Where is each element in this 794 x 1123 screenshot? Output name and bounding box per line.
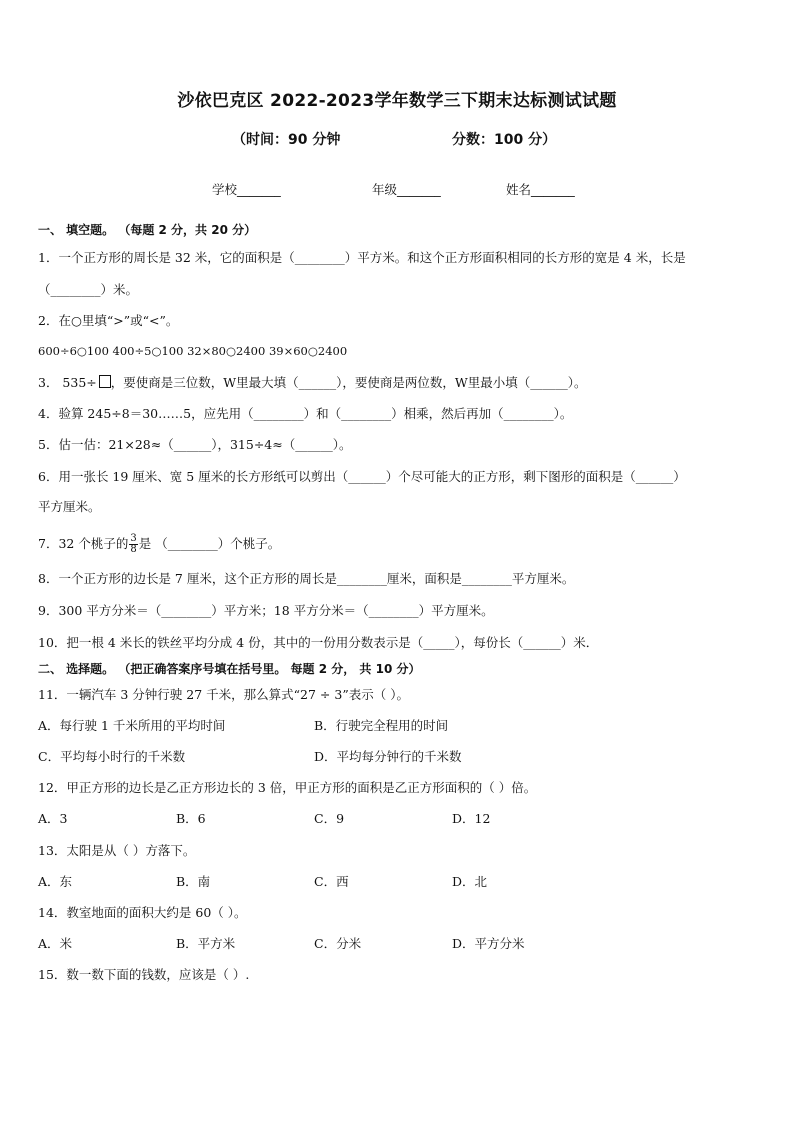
fraction-numerator: 3 [130,533,137,544]
exam-score: 分数：100 分） [452,132,557,148]
question-13-option-b[interactable]: B．南 [176,874,211,889]
exam-title: 沙依巴克区 2022-2023学年数学三下期末达标测试试题 [177,91,617,111]
question-12-option-b[interactable]: B．6 [176,811,206,826]
question-13-option-a[interactable]: A．东 [38,874,73,889]
question-14-option-d[interactable]: D．平方分米 [452,936,525,951]
question-5: 5．估一估：21×28≈（______），315÷4≈（______）。 [38,437,352,452]
question-3 [38,375,586,391]
question-12-option-c[interactable]: C．9 [314,811,345,826]
question-9: 9．300 平方分米＝（________）平方米；18 平方分米＝（________）平方厘米。 [38,603,494,618]
fraction [129,534,137,555]
question-7 [38,534,280,555]
question-15: 15．数一数下面的钱数，应该是（ ）. [38,967,250,982]
question-7-post: 是 （________）个桃子。 [138,536,281,551]
question-13-option-c[interactable]: C．西 [314,874,349,889]
fraction-denominator: 8 [130,544,137,555]
name-field[interactable]: 姓名_______ [506,182,575,197]
question-12-option-a[interactable]: A．3 [38,811,68,826]
question-11-option-b[interactable]: B．行驶完全程用的时间 [314,718,449,733]
exam-time: （时间：90 分钟 [232,132,341,148]
question-10: 10．把一根 4 米长的铁丝平均分成 4 份，其中的一份用分数表示是（_____），每份长（______）米． [38,635,599,650]
question-3-pre: 3． 535÷ [38,375,97,390]
question-1-line-2: （________）米。 [38,282,139,297]
question-14: 14．教室地面的面积大约是 60（ ）。 [38,905,247,920]
question-6-line-1: 6．用一张长 19 厘米、宽 5 厘米的长方形纸可以剪出（______）个尽可能大的正方形，剩下图形的面积是（______） [38,469,686,484]
question-11-option-c[interactable]: C．平均每小时行的千米数 [38,749,186,764]
school-field[interactable]: 学校_______ [212,182,281,197]
question-2-line-1: 2．在○里填“>”或“<”。 [38,313,179,328]
question-14-option-b[interactable]: B．平方米 [176,936,236,951]
question-8: 8．一个正方形的边长是 7 厘米，这个正方形的周长是________厘米，面积是________平方厘米。 [38,571,575,586]
question-7-pre: 7．32 个桃子的 [38,536,129,551]
question-13-option-d[interactable]: D．北 [452,874,488,889]
question-2-line-2: 600÷6○100 400÷5○100 32×80○2400 39×60○2400 [38,344,348,358]
grade-field[interactable]: 年级_______ [372,182,441,197]
question-14-option-c[interactable]: C．分米 [314,936,362,951]
question-4: 4．验算 245÷8＝30……5，应先用（________）和（________）相乘，然后再加（________）。 [38,406,573,421]
section-2-heading: 二、 选择题。 （把正确答案序号填在括号里。 每题 2 分， 共 10 分） [38,662,421,676]
question-6-line-2: 平方厘米。 [38,499,101,514]
question-12-option-d[interactable]: D．12 [452,811,491,826]
section-1-heading: 一、 填空题。 （每题 2 分，共 20 分） [38,223,257,237]
question-12: 12．甲正方形的边长是乙正方形边长的 3 倍，甲正方形的面积是乙正方形面积的（ ）倍。 [38,780,537,795]
question-3-post: ，要使商是三位数，W里最大填（______），要使商是两位数，W里最小填（______）。 [110,375,587,390]
question-11-option-d[interactable]: D．平均每分钟行的千米数 [314,749,462,764]
question-14-option-a[interactable]: A．米 [38,936,73,951]
question-11-option-a[interactable]: A．每行驶 1 千米所用的平均时间 [38,718,226,733]
question-11: 11．一辆汽车 3 分钟行驶 27 千米，那么算式“27 ÷ 3”表示（ ）。 [38,687,409,702]
question-1-line-1: 1．一个正方形的周长是 32 米，它的面积是（________）平方米。和这个正方形面积相同的长方形的宽是 4 米，长是 [38,250,686,265]
question-13: 13．太阳是从（ ）方落下。 [38,843,196,858]
blank-square-icon [99,375,111,388]
